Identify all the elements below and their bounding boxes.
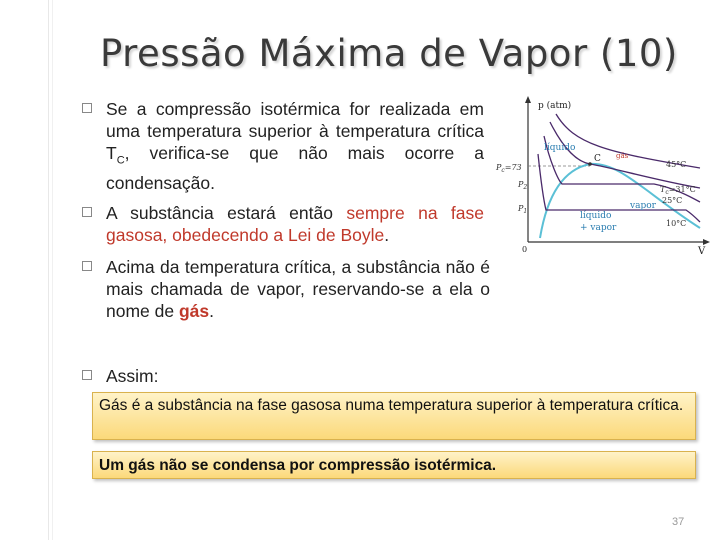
isotherm-tc-label: $T_c=31^\circ C$: [660, 185, 696, 196]
isotherm-10-label: 10°C: [666, 219, 687, 228]
left-margin-line-inner: [52, 0, 53, 540]
critical-point-label: C: [594, 154, 601, 164]
region-gas-label: gás: [616, 152, 629, 160]
bullet-text: A substância estará então: [106, 203, 347, 223]
region-liquid-vapor-label: líquido: [580, 211, 612, 221]
region-liquid-label: líquido: [544, 143, 576, 153]
definition-text: Gás é a substância na fase gasosa numa temperatura superior à temperatura crítica.: [99, 397, 684, 414]
bullet-checkbox-icon: [82, 261, 92, 271]
bullet-end: .: [384, 225, 390, 245]
bullet-subscript: C: [116, 154, 125, 167]
p2-label: $P_2$: [518, 180, 528, 191]
bullet-highlight: sempre na fase gasosa, obedecendo a Lei de Boyle: [106, 203, 485, 245]
pv-diagram: [494, 92, 716, 254]
bullet-text: Assim:: [106, 366, 159, 386]
bullet-text-continued: , verifica-se que não mais ocorre a condensação.: [106, 143, 484, 193]
bullet-checkbox-icon: [82, 370, 92, 380]
x-axis-label: V: [698, 246, 706, 254]
region-vapor-label: vapor: [630, 201, 656, 211]
y-axis-arrow-icon: [525, 96, 531, 103]
region-liquid-vapor-label-2: + vapor: [580, 223, 617, 233]
bullet-text: Acima da temperatura crítica, a substância não é mais chamada de vapor, reservando-se a ela o nome de: [106, 257, 490, 321]
bullet-checkbox-icon: [82, 207, 92, 217]
bullet-text: Se a compressão isotérmica for realizada em uma temperatura superior à temperatura crítica T: [106, 99, 484, 163]
statement-text: Um gás não se condensa por compressão isotérmica.: [99, 457, 497, 474]
p1-label: $P_1$: [518, 204, 528, 215]
isotherm-25-label: 25°C: [662, 196, 683, 205]
x-axis-arrow-icon: [703, 239, 710, 245]
bullet-item: [106, 365, 306, 387]
critical-point-marker: [588, 162, 592, 166]
definition-box: [92, 392, 696, 440]
bullet-checkbox-icon: [82, 103, 92, 113]
statement-box: [92, 451, 696, 479]
page-number: 37: [672, 516, 685, 528]
bullet-item: [106, 98, 484, 194]
isotherm-45-label: 45°C: [666, 160, 687, 169]
pc-label: $P_c=73$: [496, 163, 522, 174]
bullet-item: [106, 202, 484, 246]
left-margin-line: [48, 0, 49, 540]
origin-label: 0: [522, 245, 528, 254]
bullet-item: [106, 256, 490, 322]
slide-title: Pressão Máxima de Vapor (10): [100, 32, 678, 75]
bullet-highlight: gás: [178, 301, 210, 321]
y-axis-label: p (atm): [538, 101, 572, 111]
bullet-end: .: [209, 301, 214, 321]
